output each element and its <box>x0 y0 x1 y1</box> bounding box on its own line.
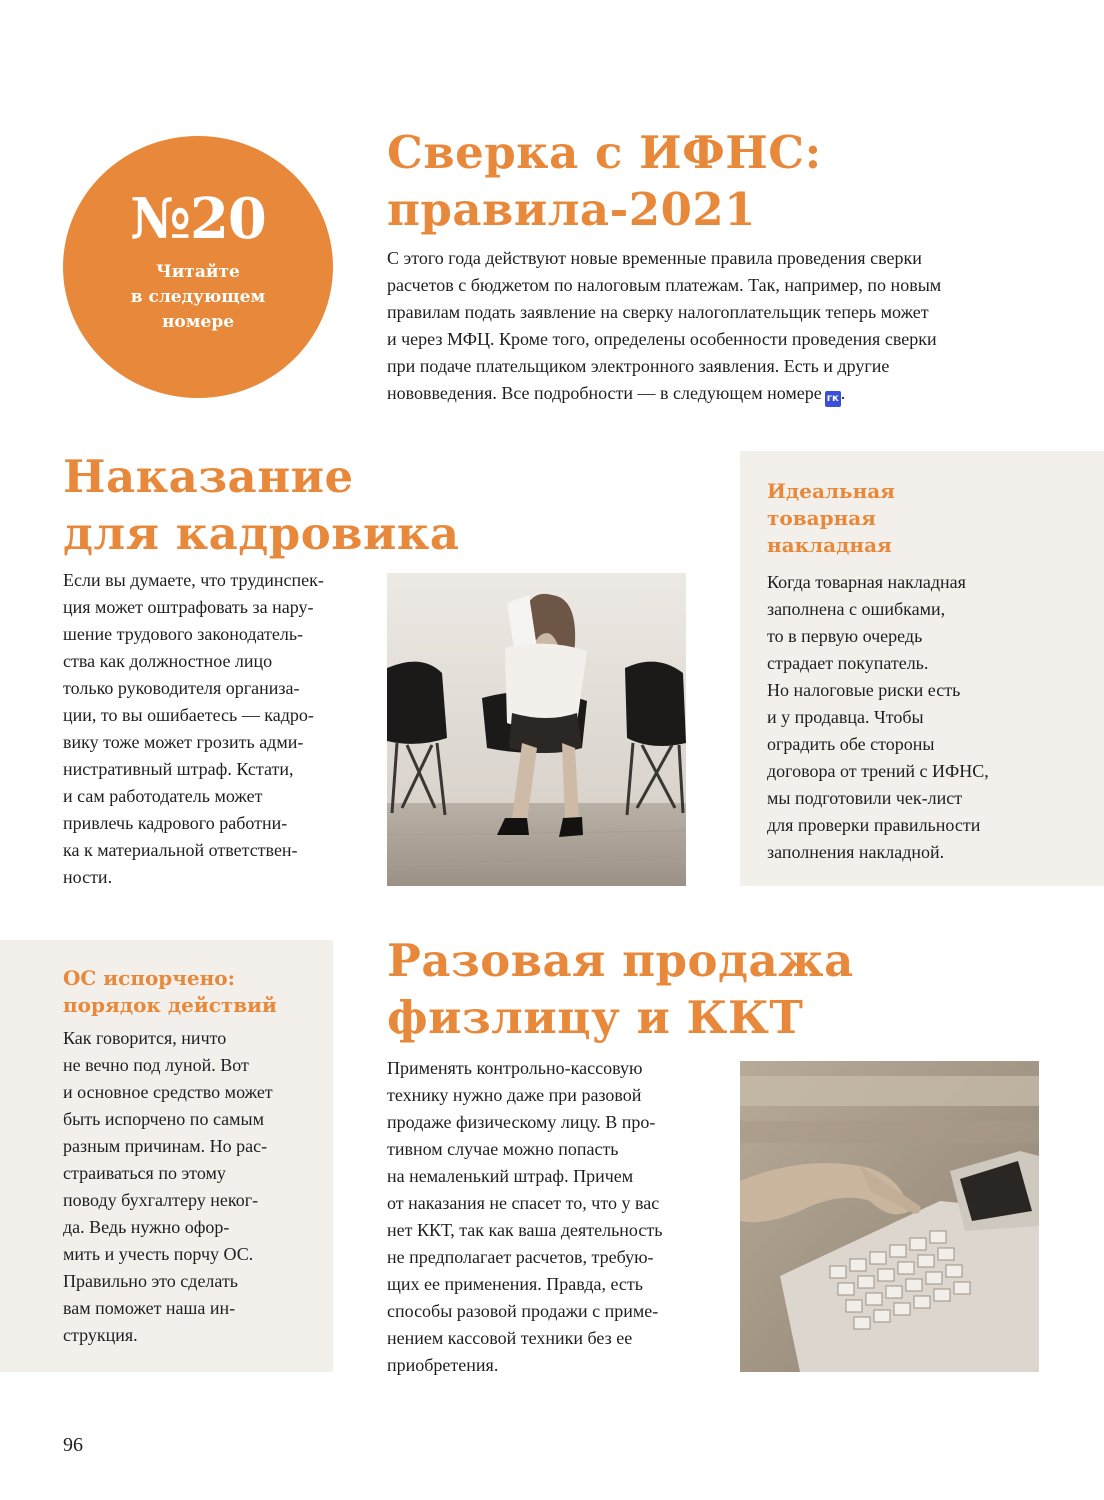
article-kkt-title[interactable]: Разовая продажа физлицу и ККТ <box>387 934 854 1044</box>
article-ifns-title[interactable]: Сверка с ИФНС: правила-2021 <box>387 126 822 236</box>
sidebar-os-body: Как говорится, ничто не вечно под луной. Вот и основное средство может быть испорчено по самым разным причинам. Но рас- страиваться по этому поводу бухгалтеру неког- да. Ведь нужно офор- мить и учесть порчу ОС. Правильно это сделать вам поможет наша ин- струкция. <box>63 1028 273 1345</box>
magazine-logo-icon: гк <box>825 391 841 407</box>
article-ifns-body: С этого года действуют новые временные правила проведения сверки расчетов с бюджетом по налоговым платежам. Так, например, по новым правилам подать заявление на сверку налогоплательщик теперь может и через МФЦ. Кроме того, определены особенности проведения сверки при подаче плательщиком электронного заявления. Есть и другие нововведения. Все подробности — в следующем номере гк . <box>387 245 1077 407</box>
sidebar-invoice-body: Когда товарная накладная заполнена с ошибками, то в первую очередь страдает покупатель. Но налоговые риски есть и у продавца. Чтобы оградить обе стороны договора от трений с ИФНС, мы подготовили чек-лист для проверки правильности заполнения накладной. <box>767 572 989 862</box>
issue-badge <box>63 136 333 398</box>
article-kkt <box>387 932 1087 1046</box>
article-ifns <box>387 124 1077 407</box>
issue-number: №20 <box>130 186 266 252</box>
cash-register-photo <box>740 1061 1039 1372</box>
sidebar-invoice-title[interactable]: Идеальная товарная накладная <box>767 479 895 557</box>
woman-waiting-photo <box>387 573 686 886</box>
page-number: 96 <box>63 1434 83 1456</box>
article-hr-body: Если вы думаете, что трудинспек- ция может оштрафовать за нару- шение трудового законодатель- ства как должностное лицо только руководителя организа- ции, то вы ошибаетесь — кадро- вику тоже может грозить адми- нистративный штраф. Кстати, и сам работодатель может привлечь кадрового работни- ка к материальной ответствен- ности. <box>63 570 324 887</box>
sidebar-os-title[interactable]: ОС испорчено: порядок действий <box>63 966 277 1017</box>
article-hr-title[interactable]: Наказание для кадровика <box>63 450 460 560</box>
sidebar-os <box>63 965 328 1349</box>
article-hr <box>63 448 483 562</box>
badge-caption: Читайте в следующем номере <box>130 262 266 332</box>
sidebar-invoice <box>767 478 1087 866</box>
article-kkt-body: Применять контрольно-кассовую технику нужно даже при разовой продаже физическому лицу. В про- тивном случае можно попасть на немаленький штраф. Причем от наказания не спасет то, что у вас нет ККТ, так как ваша деятельность не предполагает расчетов, требую- щих ее применения. Правда, есть способы разовой продажи с приме- нением кассовой техники без ее приобретения. <box>387 1058 663 1375</box>
